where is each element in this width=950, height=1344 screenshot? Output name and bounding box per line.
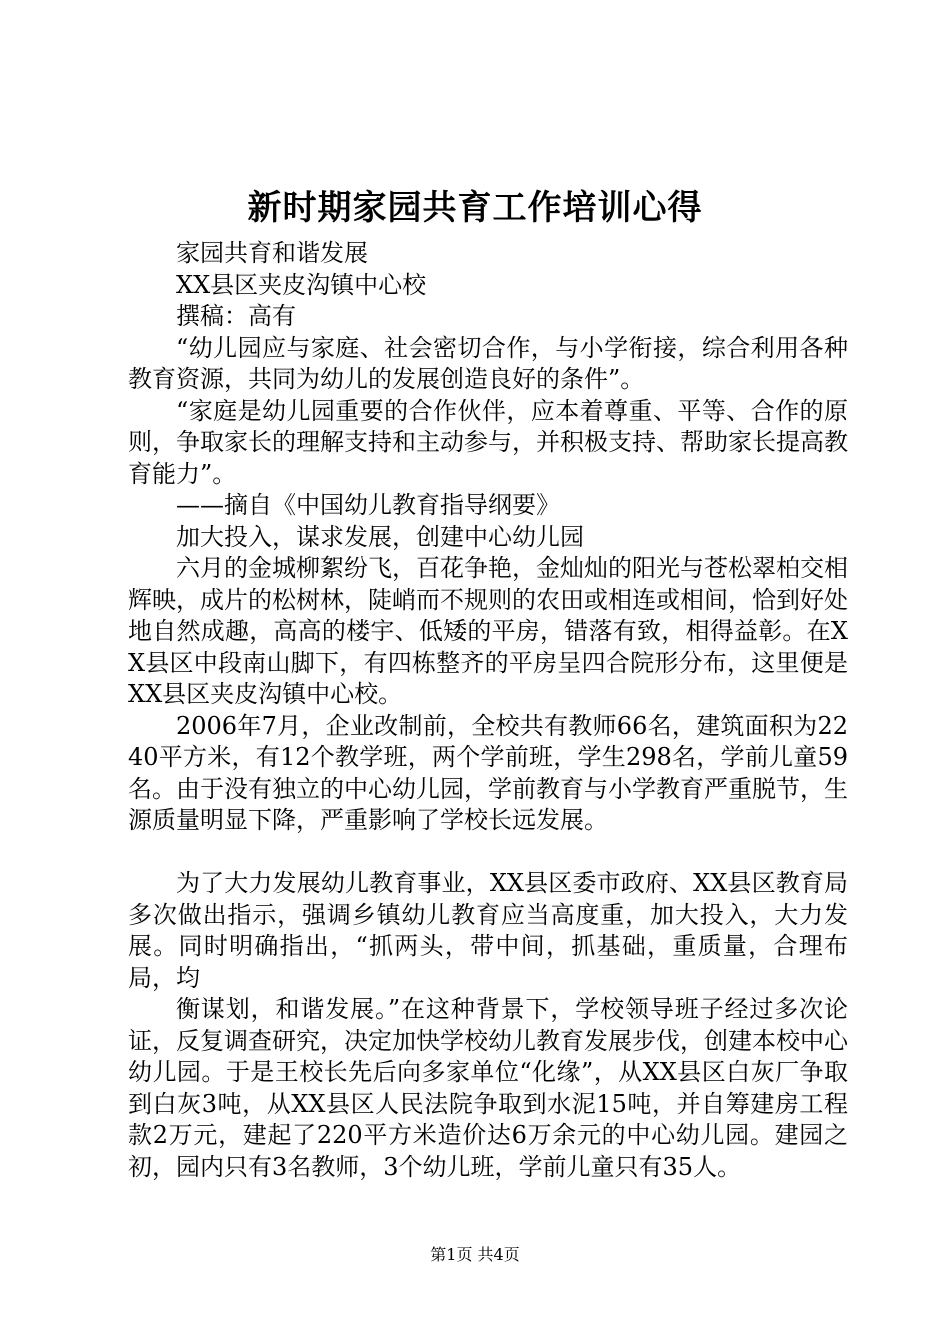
body-paragraph-4: 衡谋划，和谐发展。”在这种背景下，学校领导班子经过多次论证，反复调查研究，决定加快学校幼儿教育发展步伐，创建本校中心幼儿园。于是王校长先后向多家单位“化缘”，从XX县区白灰厂争取到白灰3吨，从XX县区人民法院争取到水泥15吨，并自筹建房工程款2万元，建起了220平方米造价达6万余元的中心幼儿园。建园之初，园内只有3名教师，3个幼儿班，学前儿童只有35人。 [128, 995, 848, 1181]
document-title: 新时期家园共育工作培训心得 [247, 188, 703, 228]
subtitle-line: 家园共育和谐发展 [176, 239, 368, 267]
body-paragraph-2: 2006年7月，企业改制前，全校共有教师66名，建筑面积为2240平方米，有12个教学班，两个学前班，学生298名，学前儿童59名。由于没有独立的中心幼儿园，学前教育与小学教育严重脱节，生源质量明显下降，严重影响了学校长远发展。 [128, 711, 848, 834]
document-body [128, 238, 848, 1183]
section-heading: 加大投入，谋求发展，创建中心幼儿园 [176, 522, 584, 551]
quote-paragraph-1: “幼儿园应与家庭、社会密切合作，与小学衔接，综合利用各种教育资源，共同为幼儿的发展创造良好的条件”。 [128, 333, 848, 393]
paragraph-gap [128, 837, 848, 869]
author-line: 撰稿：高有 [176, 302, 296, 330]
body-paragraph-1: 六月的金城柳絮纷飞，百花争艳，金灿灿的阳光与苍松翠柏交相辉映，成片的松树林，陡峭而不规则的农田或相连或相间，恰到好处地自然成趣，高高的楼宇、低矮的平房，错落有致，相得益彰。在XX县区中段南山脚下，有四栋整齐的平房呈四合院形分布，这里便是XX县区夹皮沟镇中心校。 [128, 554, 848, 708]
page-number-footer: 第1页 共4页 [430, 1245, 520, 1264]
quote-source: ——摘自《中国幼儿教育指导纲要》 [176, 491, 560, 519]
quote-paragraph-2: “家庭是幼儿园重要的合作伙伴，应本着尊重、平等、合作的原则，争取家长的理解支持和主动参与，并积极支持、帮助家长提高教育能力”。 [128, 396, 848, 488]
school-line: XX县区夹皮沟镇中心校 [176, 270, 427, 299]
body-paragraph-3: 为了大力发展幼儿教育事业，XX县区委市政府、XX县区教育局多次做出指示，强调乡镇幼儿教育应当高度重，加大投入，大力发展。同时明确指出，“抓两头，带中间，抓基础，重质量，合理布局，均 [128, 869, 848, 992]
